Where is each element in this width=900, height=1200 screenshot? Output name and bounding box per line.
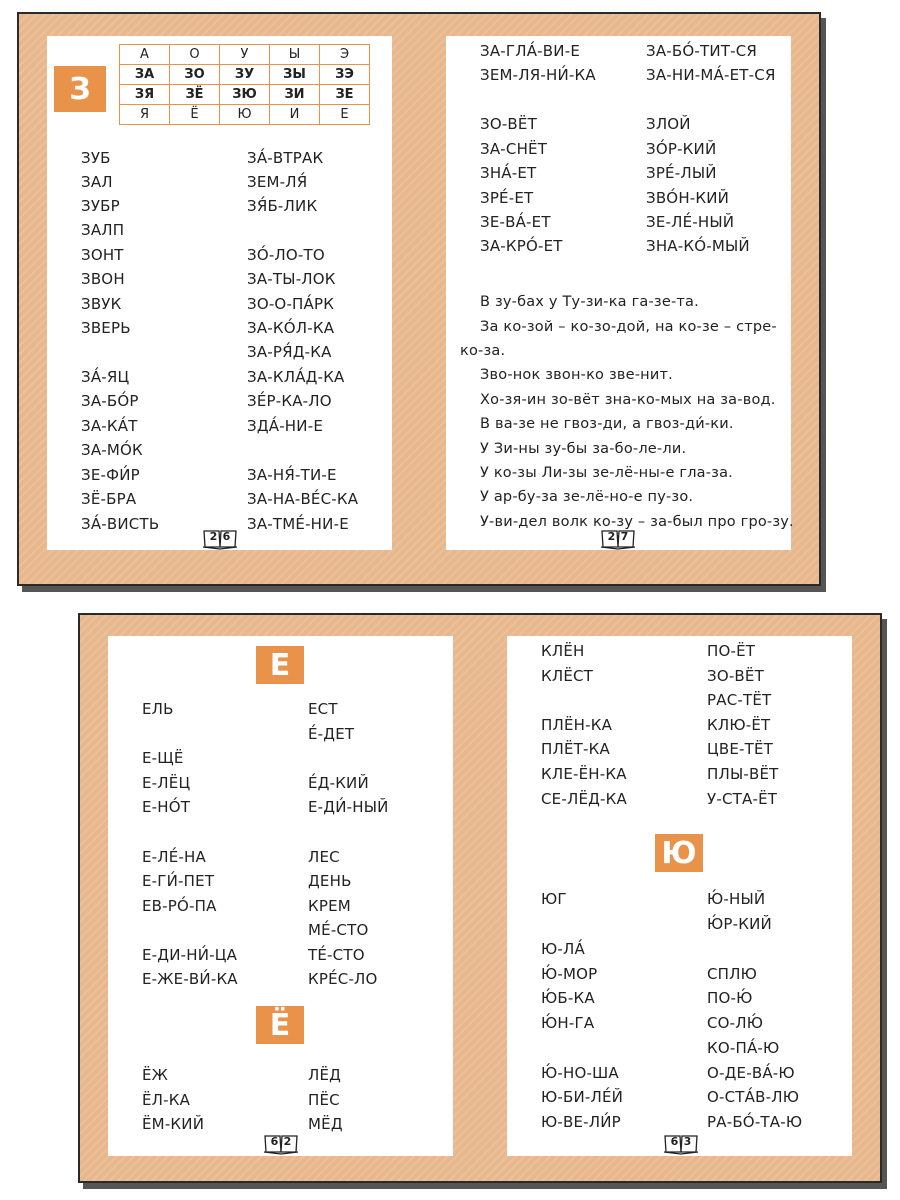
word: ЛЕС <box>308 848 340 866</box>
open-book-icon <box>263 1132 299 1156</box>
word: ЗЯ́Б-ЛИК <box>247 197 318 215</box>
word: Ю́Н-ГА <box>541 1014 595 1032</box>
page-digit: 2 <box>607 530 616 543</box>
word: Е-ГИ́-ПЕТ <box>142 872 215 890</box>
word: Ю-БИ-ЛЕ́Й <box>541 1088 624 1106</box>
word: РАС-ТЁТ <box>707 691 772 709</box>
page-number <box>663 1132 699 1156</box>
word: ЗА-КА́Т <box>81 417 138 435</box>
word: ЗНА-КО́-МЫЙ <box>646 237 750 255</box>
table-cell: ЗИ <box>270 85 320 105</box>
word: ЗА-НИ-МА́-ЕТ-СЯ <box>646 66 776 84</box>
word: Ю-ВЕ-ЛИ́Р <box>541 1113 621 1131</box>
bottom-spread <box>78 613 882 1183</box>
table-cell: Е <box>320 105 370 125</box>
page-digit: 3 <box>683 1135 692 1148</box>
word: ЗАЛ <box>81 173 113 191</box>
table-cell: И <box>270 105 320 125</box>
word: ЗВУК <box>81 295 122 313</box>
word: ЗДА́-НИ-Е <box>247 417 323 435</box>
word: Е́Д-КИЙ <box>308 774 369 792</box>
table-cell: О <box>170 45 220 65</box>
word: ЗА́-ЯЦ <box>81 368 130 386</box>
word: КРЕ́С-ЛО <box>308 970 378 988</box>
word: ПЛЫ-ВЁТ <box>707 765 779 783</box>
word: СЕ-ЛЁД-КА <box>541 790 627 808</box>
word: РА-БО́-ТА-Ю <box>707 1113 803 1131</box>
letter-heading-e: Е <box>256 646 304 684</box>
word: ЗЕ-ВА́-ЕТ <box>480 213 551 231</box>
word: ЗНА́-ЕТ <box>480 164 537 182</box>
table-cell: А <box>120 45 170 65</box>
word: ЁМ-КИЙ <box>142 1115 205 1133</box>
word: ТЕ́-СТО <box>308 946 365 964</box>
word: ЗА-ТМЕ́-НИ-Е <box>247 515 349 533</box>
open-book-icon <box>600 527 636 551</box>
open-book-icon <box>663 1132 699 1156</box>
page-27 <box>446 36 794 550</box>
word: ЁЖ <box>142 1066 169 1084</box>
word: ЕСТ <box>308 700 338 718</box>
prose-line: В зу-бах у Ту-зи-ка га-зе-та. <box>480 294 699 310</box>
word: ЕЛЬ <box>142 700 174 718</box>
word: ЗА-КО́Л-КА <box>247 319 335 337</box>
page-digit: 2 <box>283 1135 292 1148</box>
word: ЗУБ <box>81 149 111 167</box>
table-cell: Ё <box>170 105 220 125</box>
page-digit: 6 <box>222 530 231 543</box>
word: Е-ЖЕ-ВИ́-КА <box>142 970 238 988</box>
word: ЗЕ-ФИ́Р <box>81 466 140 484</box>
table-cell: ЗО <box>170 65 220 85</box>
word: ЦВЕ-ТЁТ <box>707 740 774 758</box>
word: ЛЁД <box>308 1066 342 1084</box>
word: ЗЕМ-ЛЯ́ <box>247 173 308 191</box>
word: Е-ЩЁ <box>142 749 184 767</box>
word: У-СТА-ЁТ <box>707 790 778 808</box>
top-spread <box>17 12 821 586</box>
word: СО-ЛЮ́ <box>707 1014 764 1032</box>
prose-line: У-ви-дел волк ко-зу – за-был про гро-зу. <box>480 514 794 530</box>
word: КРЕМ <box>308 897 351 915</box>
word: ЕВ-РО́-ПА <box>142 897 217 915</box>
word: Е́-ДЕТ <box>308 725 355 743</box>
word: ЗА-БО́Р <box>81 392 139 410</box>
table-cell: ЗЁ <box>170 85 220 105</box>
word: ЗВОН <box>81 270 125 288</box>
page-62 <box>108 636 453 1156</box>
word: ЗА-КРО́-ЕТ <box>480 237 563 255</box>
page-digit: 2 <box>209 530 218 543</box>
word: ЗЛОЙ <box>646 115 691 133</box>
word: КЛЮ-ЁТ <box>707 716 771 734</box>
word: ЗРЕ́-ЕТ <box>480 189 534 207</box>
word: ЁЛ-КА <box>142 1091 191 1109</box>
word: Ю́-МОР <box>541 965 598 983</box>
word: ЗА-РЯ́Д-КА <box>247 343 332 361</box>
word: Ю́-НЫЙ <box>707 890 766 908</box>
table-cell: ЗЫ <box>270 65 320 85</box>
page-number <box>600 527 636 551</box>
word: ЗА́-ВТРАК <box>247 149 324 167</box>
word: ЗРЕ́-ЛЫЙ <box>646 164 717 182</box>
word: ЗА-МО́К <box>81 441 143 459</box>
page-number <box>202 527 238 551</box>
prose-line: У Зи-ны зу-бы за-бо-ле-ли. <box>480 441 687 457</box>
word: Е-ДИ-НИ́-ЦА <box>142 946 238 964</box>
word: ЗАЛП <box>81 221 125 239</box>
prose-line: У ар-бу-за зе-лё-но-е пу-зо. <box>480 489 694 505</box>
word: КЛЁСТ <box>541 667 594 685</box>
letter-heading-yu: Ю <box>655 834 703 872</box>
word: ПЁС <box>308 1091 340 1109</box>
prose-line: У ко-зы Ли-зы зе-лё-ны-е гла-за. <box>480 465 733 481</box>
page-number <box>263 1132 299 1156</box>
word: Ю́Р-КИЙ <box>707 915 772 933</box>
word: Е-НО́Т <box>142 798 191 816</box>
word: Е-ЛЕ́-НА <box>142 848 207 866</box>
word: ЗО́Р-КИЙ <box>646 140 717 158</box>
prose-line: Зво-нок звон-ко зве-нит. <box>480 367 673 383</box>
word: ЗА-КЛА́Д-КА <box>247 368 345 386</box>
word: Е-ДИ́-НЫЙ <box>308 798 389 816</box>
word: ЗА-НА-ВЕ́С-КА <box>247 490 359 508</box>
word: ЗА-БО́-ТИТ-СЯ <box>646 42 758 60</box>
table-cell: ЗА <box>120 65 170 85</box>
word: МЁД <box>308 1115 343 1133</box>
word: КЛЕ-ЁН-КА <box>541 765 627 783</box>
table-cell: ЗУ <box>220 65 270 85</box>
word: ЗЕ-ЛЕ́-НЫЙ <box>646 213 735 231</box>
table-cell: У <box>220 45 270 65</box>
table-cell: Э <box>320 45 370 65</box>
prose-line: За ко-зой – ко-зо-дой, на ко-зе – стре- <box>480 319 777 335</box>
word: ПЛЁТ-КА <box>541 740 610 758</box>
letter-heading: З <box>54 66 106 112</box>
word: О-СТА́В-ЛЮ <box>707 1088 800 1106</box>
table-cell: Я <box>120 105 170 125</box>
word: Ю́-НО-ША <box>541 1064 619 1082</box>
word: Ю́Б-КА <box>541 989 595 1007</box>
word: ЗО-О-ПА́РК <box>247 295 335 313</box>
word: МЕ́-СТО <box>308 921 369 939</box>
table-cell: ЗЯ <box>120 85 170 105</box>
prose-line: ко-за. <box>460 343 506 359</box>
word: Е-ЛЁЦ <box>142 774 191 792</box>
word: ЗЕ́Р-КА-ЛО <box>247 392 332 410</box>
word: ЗО-ВЁТ <box>480 115 537 133</box>
table-cell: ЗЕ <box>320 85 370 105</box>
word: КЛЁН <box>541 642 585 660</box>
word: КО-ПА́-Ю <box>707 1039 780 1057</box>
page-digit: 6 <box>270 1135 279 1148</box>
word: ПЛЁН-КА <box>541 716 613 734</box>
word: ЗВО́Н-КИЙ <box>646 189 730 207</box>
word: ЗЁ-БРА <box>81 490 137 508</box>
page-digit: 6 <box>670 1135 679 1148</box>
table-cell: Ю <box>220 105 270 125</box>
word: Ю-ЛА́ <box>541 940 585 958</box>
word: ЗОНТ <box>81 246 124 264</box>
word: ЗО-ВЁТ <box>707 667 764 685</box>
word: СПЛЮ <box>707 965 758 983</box>
word: ЮГ <box>541 890 567 908</box>
table-cell: ЗЭ <box>320 65 370 85</box>
page-26 <box>47 36 392 550</box>
word: ЗЕМ-ЛЯ-НИ́-КА <box>480 66 596 84</box>
open-book-icon <box>202 527 238 551</box>
letter-heading-yo: Ё <box>256 1006 304 1044</box>
word: ЗО́-ЛО-ТО <box>247 246 325 264</box>
word: ЗУБР <box>81 197 120 215</box>
word: ЗА-ТЫ-ЛОК <box>247 270 336 288</box>
word: О-ДЕ-ВА́-Ю <box>707 1064 795 1082</box>
page-63 <box>507 636 852 1156</box>
word: ЗВЕРЬ <box>81 319 131 337</box>
page-digit: 7 <box>620 530 629 543</box>
word: ЗА́-ВИСТЬ <box>81 515 160 533</box>
table-cell: ЗЮ <box>220 85 270 105</box>
word: ЗА-ГЛА́-ВИ-Е <box>480 42 580 60</box>
prose-line: Хо-зя-ин зо-вёт зна-ко-мых на за-вод. <box>480 392 776 408</box>
word: ЗА-СНЁТ <box>480 140 548 158</box>
word: ДЕНЬ <box>308 872 352 890</box>
syllable-table <box>119 44 370 125</box>
table-cell: Ы <box>270 45 320 65</box>
word: ПО-Ю́ <box>707 989 753 1007</box>
word: ПО-ЁТ <box>707 642 756 660</box>
word: ЗА-НЯ́-ТИ-Е <box>247 466 337 484</box>
prose-line: В ва-зе не гвоз-ди, а гвоз-ди́-ки. <box>480 416 734 432</box>
